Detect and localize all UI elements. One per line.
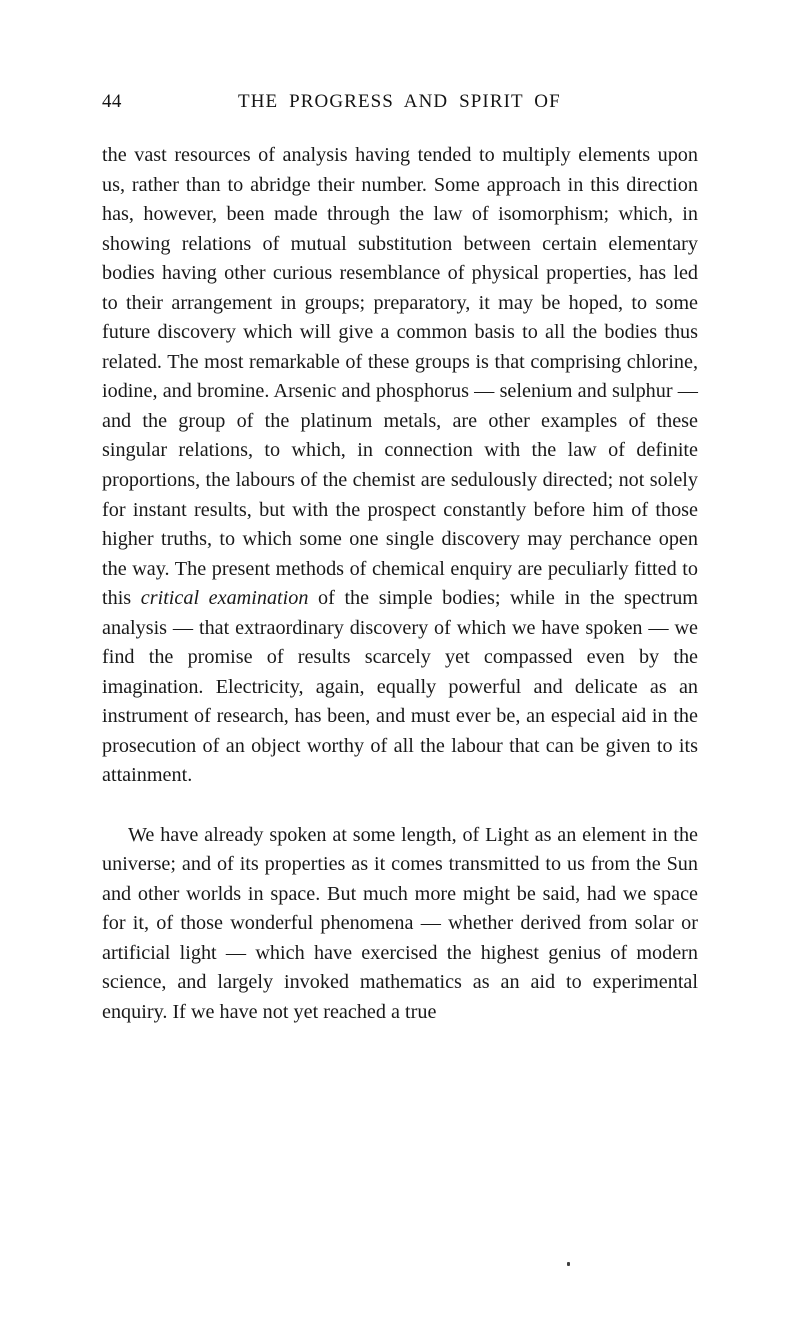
paragraph-1 [102, 141, 698, 821]
paragraph-1-text-before-italic: the vast resources of analysis having tended to multiply elements upon us, rather than to abridge their number. Some approach in this direction has, however, been made through the law of isomorphism; which, in showing relations of mutual substitution between certain elementary bodies having other curious resemblance of physical properties, has led to their arrangement in groups; preparatory, it may be hoped, to some future discovery which will give a common basis to all the bodies thus related. The most remarkable of these groups is that comprising chlorine, iodine, and bromine. Arsenic and phosphorus — selenium and sulphur — and the group of the platinum metals, are other examples of these singular relations, to which, in connection with the law of definite proportions, the labours of the chemist are sedulously directed; not solely for instant results, but with the prospect constantly before him of those higher truths, to which some one single discovery may perchance open the way. The present methods of chemical enquiry are peculiarly fitted to this [102, 144, 698, 610]
running-head [102, 92, 698, 118]
running-head-title: THE PROGRESS AND SPIRIT OF [238, 91, 561, 112]
paragraph-1-italic-phrase: critical examination [140, 587, 309, 610]
paragraph-1-text-after-italic: of the simple bodies; while in the spectrum analysis — that extraordinary discovery of which we have spoken — we find the promise of results scarcely yet compassed even by the imagination. Electricity, again, equally powerful and delicate as an instrument of research, has been, and must ever be, an especial aid in the prosecution of an object worthy of all the labour that can be given to its attainment. [102, 587, 698, 787]
scan-artifact-speck [567, 1262, 570, 1266]
paragraph-2: We have already spoken at some length, of Light as an element in the universe; and of its properties as it comes transmitted to us from the Sun and other worlds in space. But much more might be said, had we space for it, of those wonderful phenomena — whether derived from solar or artificial light — which have exercised the highest genius of modern science, and largely invoked mathematics as an aid to experimental enquiry. If we have not yet reached a true [102, 823, 698, 1023]
text-block [102, 141, 698, 1027]
page-number: 44 [102, 91, 122, 112]
